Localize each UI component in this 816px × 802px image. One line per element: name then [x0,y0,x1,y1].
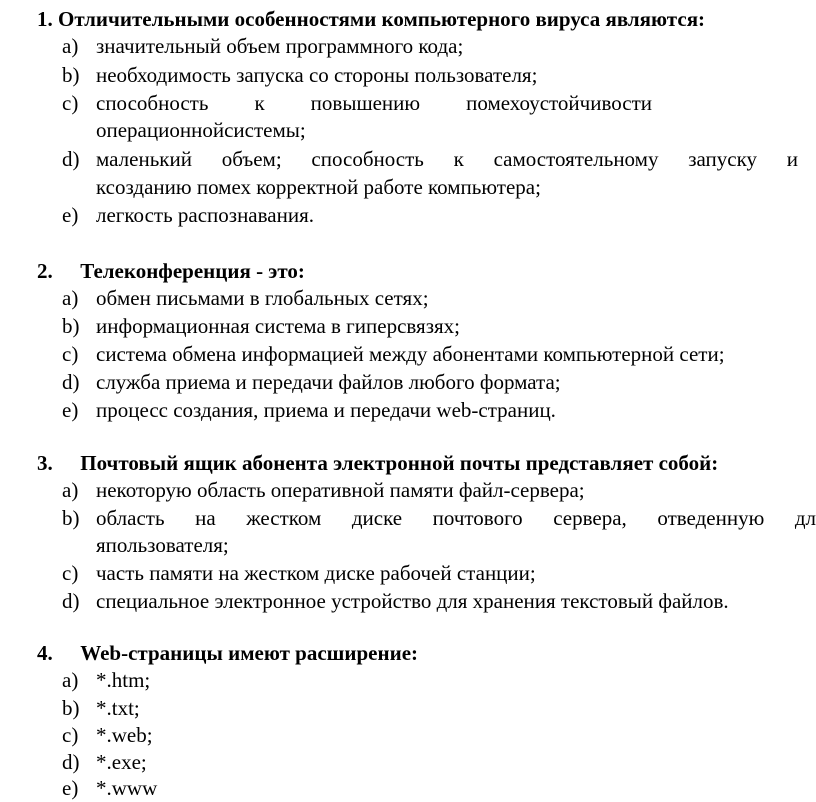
question-title [37,450,718,476]
option-text-line2: япользователя; [96,533,229,557]
option-text: процесс создания, приема и передачи web-страниц. [96,398,556,422]
option-d [0,588,816,615]
question-number: 4. [37,641,53,665]
option-c [0,90,816,117]
option-a [0,285,816,312]
option-letter: d) [62,750,80,774]
option-b [0,313,816,340]
option-letter: c) [62,561,79,585]
option-text-line1: способность к повышению помехоустойчивости [96,91,652,115]
option-text: необходимость запуска со стороны пользователя; [96,63,538,87]
option-letter: a) [62,478,79,502]
option-letter: c) [62,723,79,747]
option-letter: b) [62,506,80,530]
option-letter: b) [62,314,80,338]
option-text: некоторую область оперативной памяти файл-сервера; [96,478,585,502]
option-text-line2: ксозданию помех корректной работе компьютера; [96,175,541,199]
option-b [0,695,816,722]
option-text: *.exe; [96,750,147,774]
question-title [37,6,705,32]
option-c [0,722,816,749]
option-a [0,33,816,60]
option-letter: a) [62,286,79,310]
question-text: Web-страницы имеют расширение: [80,641,419,665]
option-e [0,775,816,802]
option-letter: d) [62,589,80,613]
option-letter: c) [62,91,79,115]
option-b [0,62,816,89]
option-text: часть памяти на жестком диске рабочей станции; [96,561,536,585]
option-a [0,667,816,694]
option-letter: a) [62,668,79,692]
option-letter: e) [62,398,79,422]
question-title [37,640,418,666]
option-letter: d) [62,370,80,394]
question-number: 1. [37,7,53,31]
option-c [0,560,816,587]
option-text: *.htm; [96,668,151,692]
option-letter: a) [62,34,79,58]
option-e [0,202,816,229]
option-letter: b) [62,63,80,87]
option-text: служба приема и передачи файлов любого формата; [96,370,561,394]
question-text: Почтовый ящик абонента электронной почты представляет собой: [80,451,719,475]
option-letter: d) [62,147,80,171]
option-d [0,749,816,776]
option-text-line2: операционнойсистемы; [96,118,306,142]
option-text: обмен письмами в глобальных сетях; [96,286,429,310]
option-text-line1: маленький объем; способность к самостоятельному запуску и [96,147,798,171]
option-text: специальное электронное устройство для хранения текстовый файлов. [96,589,729,613]
option-b [0,505,816,532]
option-d [0,146,816,173]
option-letter: c) [62,342,79,366]
option-d [0,369,816,396]
option-e [0,397,816,424]
question-number: 3. [37,451,53,475]
question-title [37,258,305,284]
question-text: Отличительными особенностями компьютерного вируса являются: [58,7,706,31]
option-text: *.www [96,776,158,800]
question-text: Телеконференция - это: [80,259,305,283]
option-text: информационная система в гиперсвязях; [96,314,460,338]
option-text-line1: область на жестком диске почтового сервера, отведенную дл [96,506,816,530]
option-a [0,477,816,504]
option-letter: b) [62,696,80,720]
question-number: 2. [37,259,53,283]
option-letter: e) [62,203,79,227]
option-text: *.txt; [96,696,140,720]
option-text: легкость распознавания. [96,203,314,227]
option-text: система обмена информацией между абонентами компьютерной сети; [96,342,725,366]
option-c [0,341,816,368]
option-letter: e) [62,776,79,800]
option-text: значительный объем программного кода; [96,34,464,58]
option-text: *.web; [96,723,153,747]
